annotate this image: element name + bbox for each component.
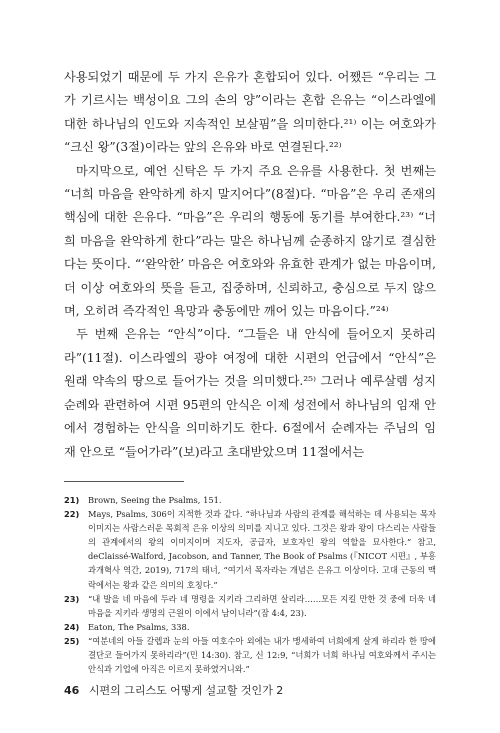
footnote-number: 21) [64,495,80,505]
footnote-divider [64,481,184,482]
footnote-21 [64,493,436,507]
paragraph-2: 마지막으로, 예언 신탁은 두 가지 주요 은유를 사용한다. 첫 번째는 “너희 마음을 완악하게 하지 말지어다”(8절)다. “마음”은 우리 존재의 핵심에 대한 은유다. “마음”은 우리의 행동에 동기를 부여한다.²³⁾ “너희 마음을 완악하게 한다”라는 말은 하나님께 순종하지 않기로 결심한다는 뜻이다. “‘완악한’ 마음은 여호와와 유효한 관계가 없는 마음이며, 더 이상 여호와의 뜻을 듣고, 집중하며, 신뢰하고, 충심으로 두지 않으며, 오히려 즉각적인 욕망과 충동에만 깨어 있는 마음이다.”²⁴⁾ [64,163,436,319]
paragraph-1: 사용되었기 때문에 두 가지 은유가 혼합되어 있다. 어쨌든 “우리는 그가 기르시는 백성이요 그의 손의 양”이라는 혼합 은유는 “이스라엘에 대한 하나님의 인도와 지속적인 보살핌”을 의미한다.²¹⁾ 이는 여호와가 “크신 왕”(3절)이라는 앞의 은유와 바로 연결된다.²²⁾ [64,70,436,155]
footnote-number: 22) [64,509,80,520]
footnotes [64,493,436,676]
footnote-number: 24) [64,621,80,632]
footnote-text: Mays, Psalms, 306이 지적한 것과 같다. “하나님과 사람의 관계를 해석하는 데 사용되는 목자 이미지는 사람스러운 목회적 은유 이상의 의미를 지니고 있다. 그것은 왕과 왕이 다스리는 사람들의 관계에서의 왕의 이미지이며 지도자, 공급자, 보호자인 왕의 역할을 묘사한다.” 참고, deClaissé-Walford, Jacobson, and Tanner, The Book of Psalms (『NICOT 시편』, 부흥과개혁사 역간, 2019), 717의 태너, “여기서 목자라는 개념은 은유그 이상이다. 고대 근동의 맥락에서는 왕과 같은 의미의 호칭다.” [88,509,436,590]
main-text [64,66,436,464]
footnote-24 [64,620,436,634]
footnote-text: Eaton, The Psalms, 338. [88,621,190,632]
footnote-25 [64,634,436,676]
running-title: 시편의 그리스도 어떻게 설교할 것인가 2 [88,684,284,697]
footnote-23 [64,592,436,620]
footnote-text: Brown, Seeing the Psalms, 151. [88,495,222,505]
page-number: 46 [64,684,80,697]
paragraph-3: 두 번째 은유는 “안식”이다. “그들은 내 안식에 들어오지 못하리라”(11절). 이스라엘의 광야 여정에 대한 시편의 언급에서 “안식”은 원래 약속의 땅으로 들어가는 것을 의미했다.²⁵⁾ 그러나 예루살렘 성지 순례와 관련하여 시편 95편의 안식은 이제 성전에서 하나님의 임재 안에서 경험하는 안식을 의미하기도 한다. 6절에서 순례자는 주님의 임재 안으로 “들어가라”(보)라고 초대받았으며 11절에서는 [64,327,436,459]
footnote-text: “여분네의 아들 갈렙과 눈의 아들 여호수아 외에는 내가 맹세하여 너희에게 살게 하리라 한 땅에 결단코 들어가지 못하리라”(민 14:30). 참고, 신 12:9, “너희가 너희 하나님 여호와께서 주시는 안식과 기업에 아직은 이르지 못하였거니와.” [88,635,436,675]
footnote-text: “내 발을 네 마음에 두라 네 명령을 지키라 그리하면 살리라……모든 지킬 만한 것 중에 더욱 네 마음을 지키라 생명의 근원이 이에서 남이니라”(잠 4:4, 23). [88,593,436,618]
page-footer [64,682,283,698]
footnote-number: 25) [64,635,80,646]
footnote-number: 23) [64,593,80,604]
footnote-22 [64,507,436,592]
